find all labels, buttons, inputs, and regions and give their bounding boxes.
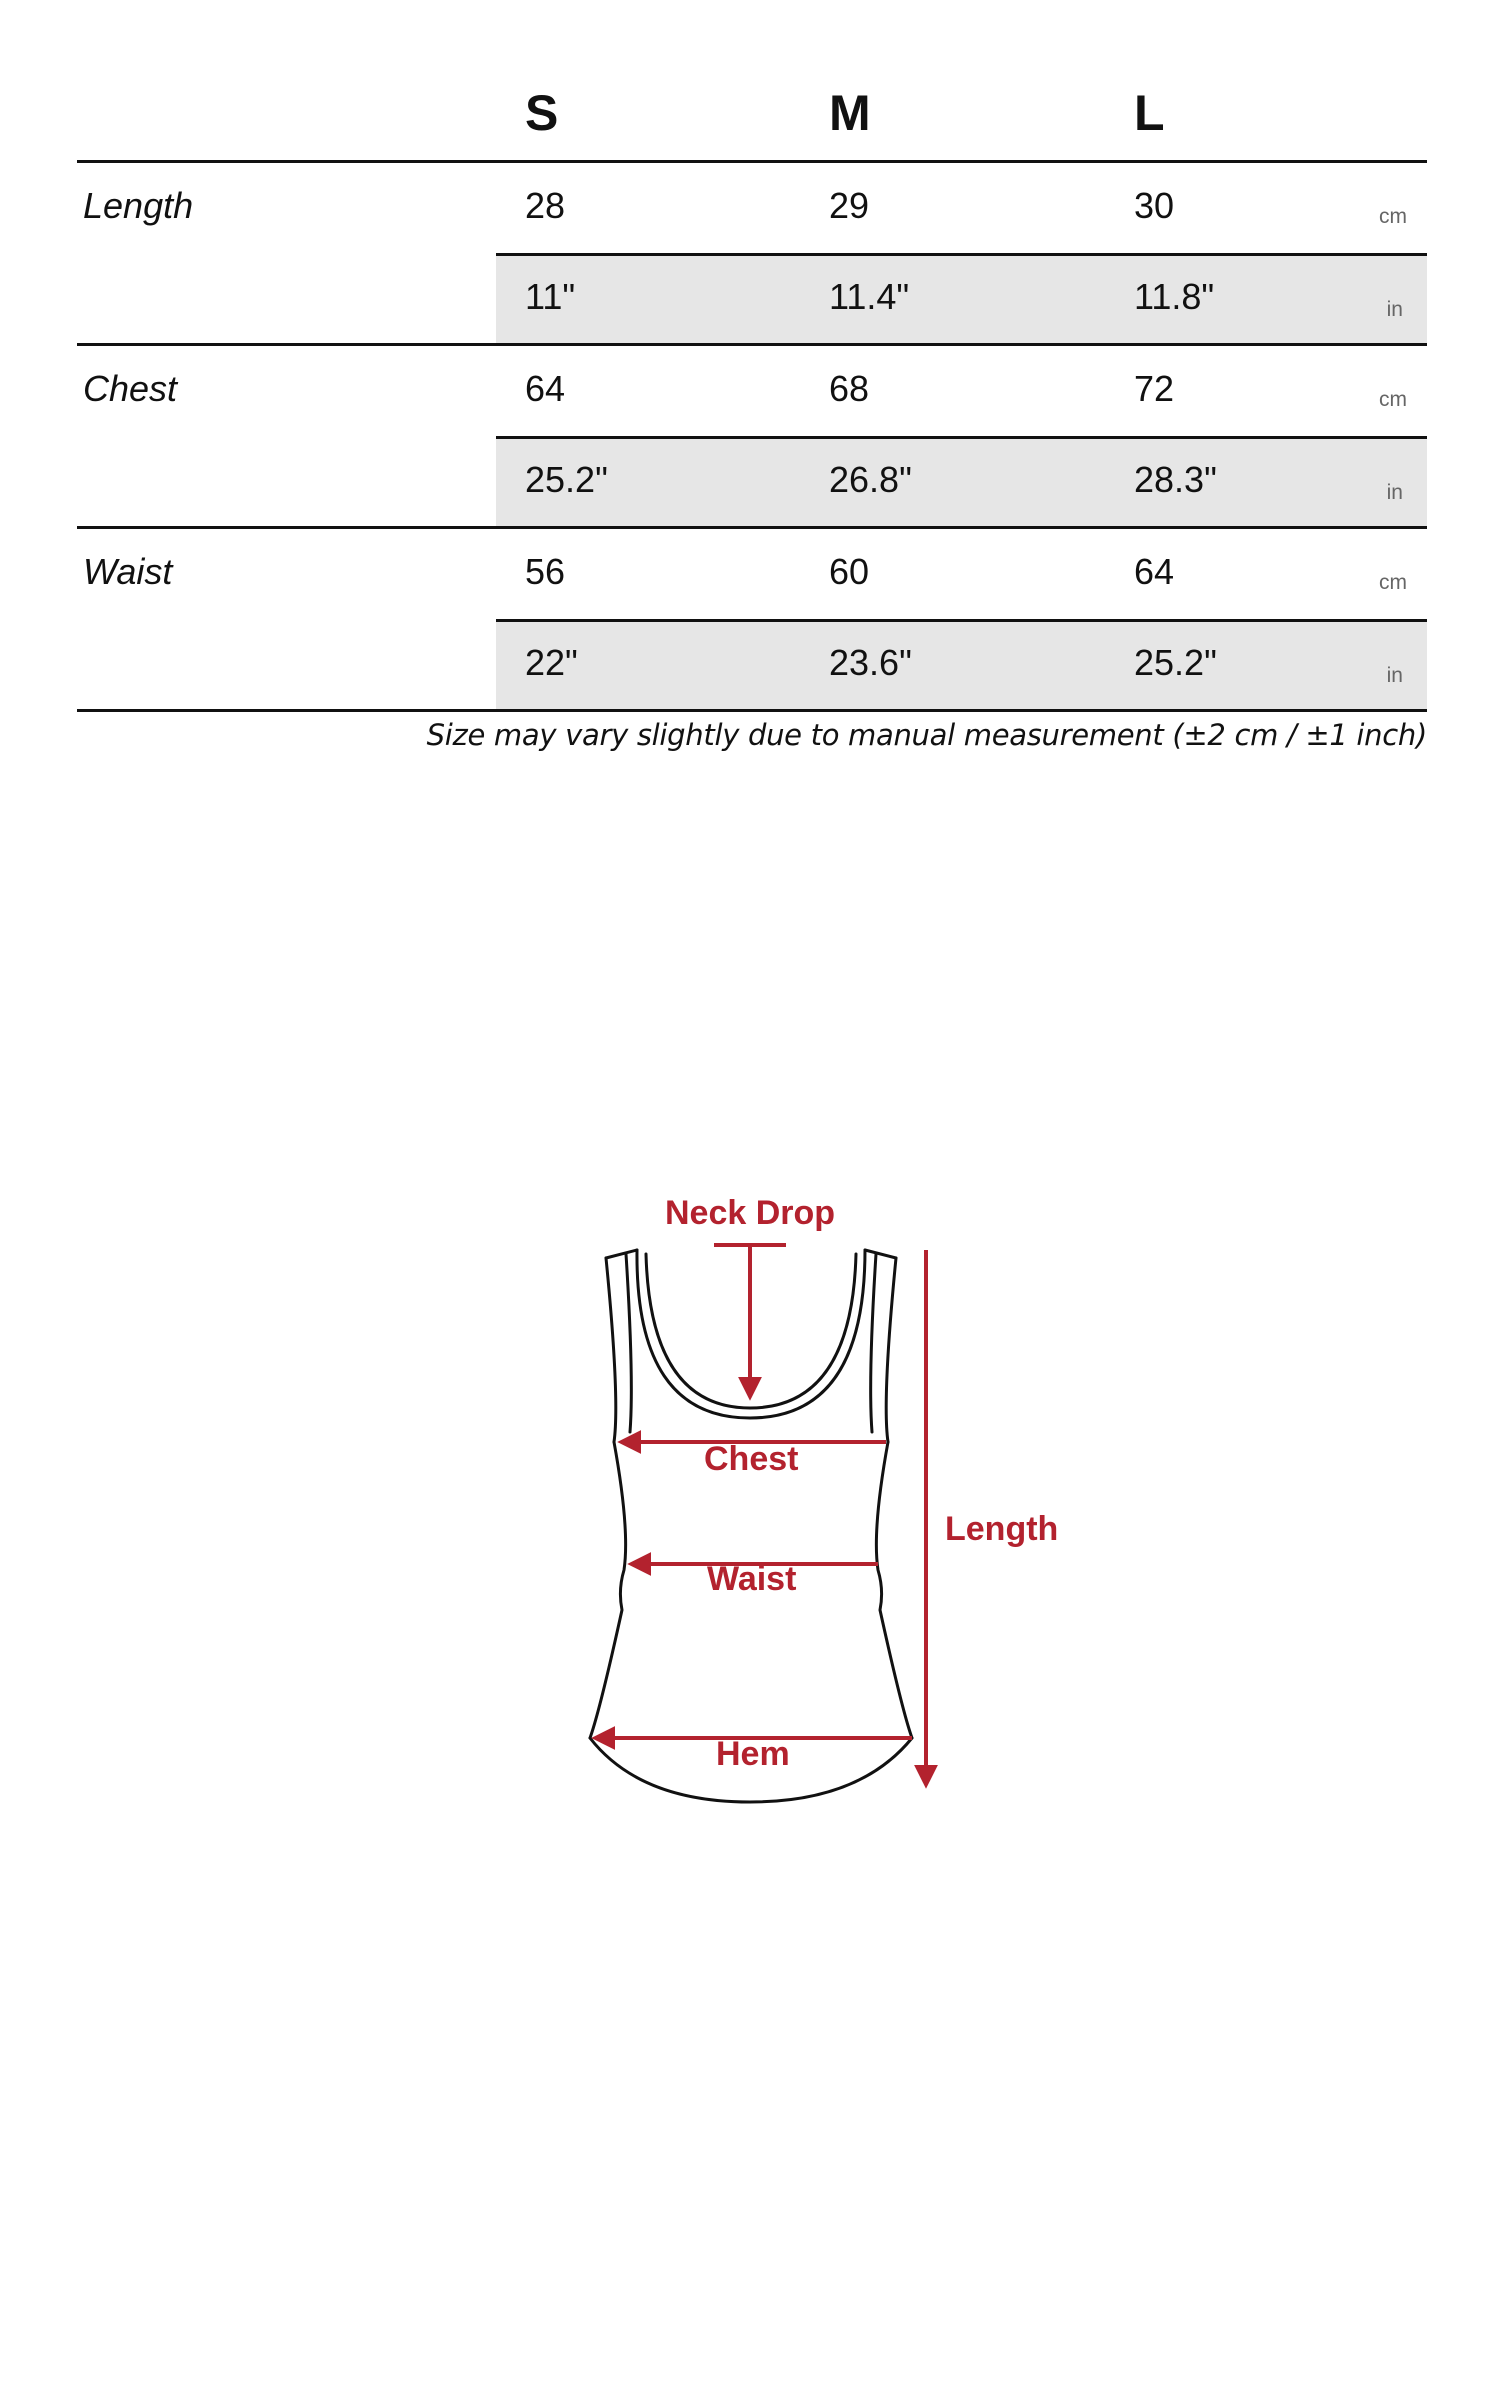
size-header-m: M bbox=[829, 85, 871, 141]
unit-label-cm: cm bbox=[1379, 205, 1407, 228]
unit-label-in: in bbox=[1386, 298, 1403, 321]
table-cell: 22" bbox=[525, 642, 578, 683]
table-cell: 23.6" bbox=[829, 642, 912, 683]
table-cell: 28.3" bbox=[1134, 459, 1217, 500]
measurement-group-length bbox=[77, 163, 1427, 346]
table-cell: 25.2" bbox=[525, 459, 608, 500]
table-cell: 64 bbox=[525, 368, 566, 409]
neck-drop-label: Neck Drop bbox=[665, 1194, 836, 1232]
length-in-row bbox=[496, 253, 1427, 343]
chest-label: Chest bbox=[704, 1440, 799, 1478]
table-cell: 11.4" bbox=[829, 276, 910, 317]
table-cell: 72 bbox=[1134, 368, 1175, 409]
table-cell: 28 bbox=[525, 185, 566, 226]
table-cell: 11.8" bbox=[1134, 276, 1215, 317]
row-label-length: Length bbox=[83, 185, 194, 226]
unit-label-cm: cm bbox=[1379, 571, 1407, 594]
hem-label: Hem bbox=[716, 1735, 790, 1773]
chest-in-row bbox=[496, 436, 1427, 526]
row-label-chest: Chest bbox=[83, 368, 178, 409]
waist-label: Waist bbox=[707, 1560, 797, 1598]
table-cell: 29 bbox=[829, 185, 870, 226]
size-chart-table bbox=[77, 70, 1427, 712]
table-cell: 60 bbox=[829, 551, 870, 592]
table-cell: 26.8" bbox=[829, 459, 912, 500]
row-label-waist: Waist bbox=[83, 551, 173, 592]
tank-top-measurement-diagram bbox=[0, 1150, 1500, 1850]
size-header-l: L bbox=[1134, 85, 1165, 141]
waist-in-row bbox=[496, 619, 1427, 709]
length-cm-row bbox=[496, 163, 1427, 251]
unit-label-in: in bbox=[1386, 664, 1403, 687]
table-cell: 25.2" bbox=[1134, 642, 1217, 683]
table-cell: 68 bbox=[829, 368, 870, 409]
table-cell: 64 bbox=[1134, 551, 1175, 592]
length-label: Length bbox=[945, 1510, 1059, 1548]
measurement-note: Size may vary slightly due to manual measurement (±2 cm / ±1 inch) bbox=[426, 718, 1427, 752]
size-header-s: S bbox=[525, 85, 559, 141]
unit-label-in: in bbox=[1386, 481, 1403, 504]
unit-label-cm: cm bbox=[1379, 388, 1407, 411]
table-cell: 56 bbox=[525, 551, 566, 592]
waist-cm-row bbox=[496, 529, 1427, 617]
measurement-group-waist bbox=[77, 529, 1427, 712]
measurement-group-chest bbox=[77, 346, 1427, 529]
table-cell: 30 bbox=[1134, 185, 1175, 226]
table-cell: 11" bbox=[525, 276, 576, 317]
chest-cm-row bbox=[496, 346, 1427, 434]
size-header-row bbox=[77, 70, 1427, 163]
